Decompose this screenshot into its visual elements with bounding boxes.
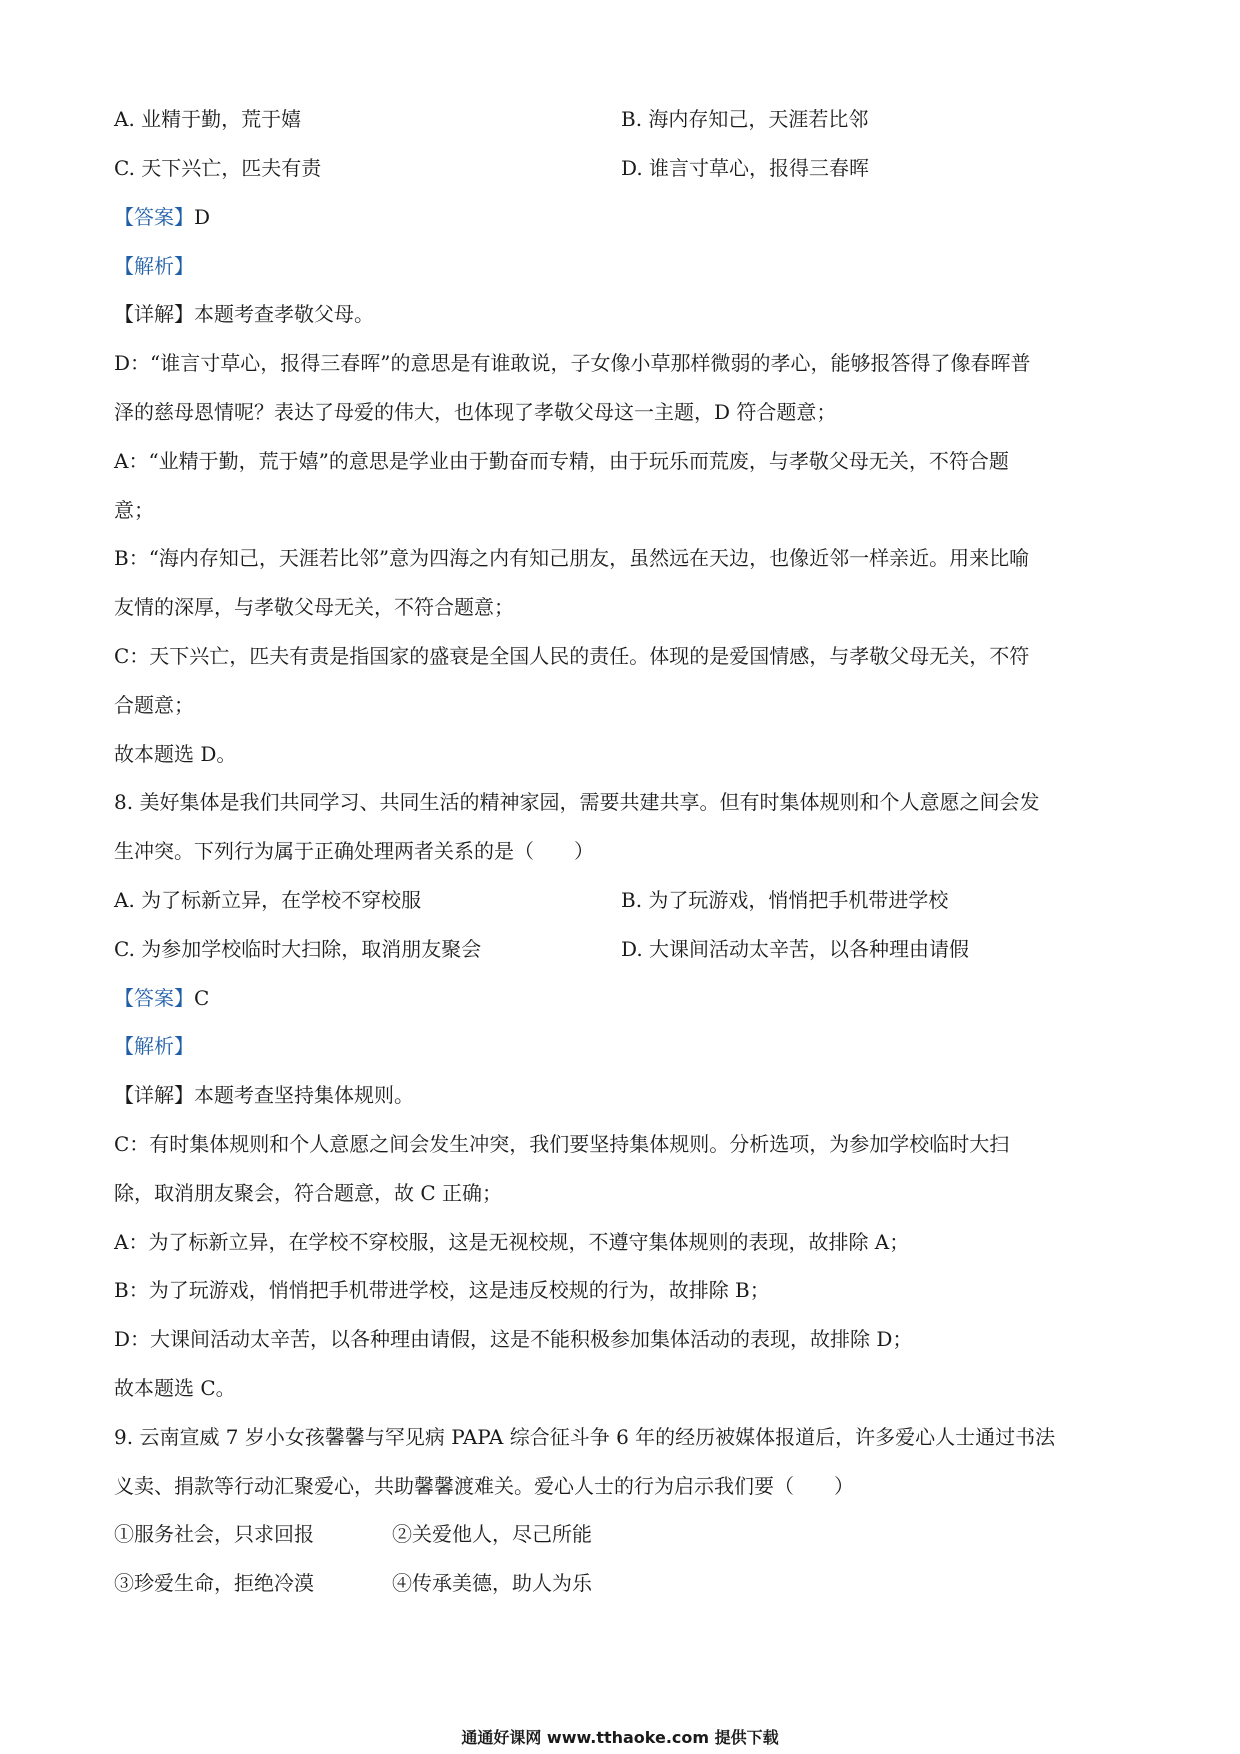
detail-label: 【详解】 (114, 1083, 194, 1107)
explanation-line: A：“业精于勤，荒于嬉”的意思是学业由于勤奋而专精，由于玩乐而荒废，与孝敬父母无关，不符合题 (114, 449, 1009, 473)
option-c: C. 天下兴亡，匹夫有责 (114, 156, 322, 180)
explanation-line: 意； (114, 498, 154, 522)
explanation-line: 除，取消朋友聚会，符合题意，故 C 正确； (114, 1181, 503, 1205)
explanation-line: D：“谁言寸草心，报得三春晖”的意思是有谁敢说，子女像小草那样微弱的孝心，能够报答得了像春晖普 (114, 351, 1031, 375)
answer-label: 【答案】 (114, 205, 194, 229)
question-stem-line: 生冲突。下列行为属于正确处理两者关系的是（ ） (114, 839, 594, 863)
question-stem-line: 8. 美好集体是我们共同学习、共同生活的精神家园，需要共建共享。但有时集体规则和个人意愿之间会发 (114, 790, 1040, 814)
explanation-line: C：有时集体规则和个人意愿之间会发生冲突，我们要坚持集体规则。分析选项，为参加学校临时大扫 (114, 1132, 1010, 1156)
explanation-line: 故本题选 D。 (114, 742, 237, 766)
detail-text: 本题考查坚持集体规则。 (194, 1083, 414, 1107)
analysis-label: 【解析】 (114, 1034, 194, 1058)
explanation-line: B：“海内存知己，天涯若比邻”意为四海之内有知己朋友，虽然远在天边，也像近邻一样亲近。用来比喻 (114, 546, 1030, 570)
option-d: D. 谁言寸草心，报得三春晖 (621, 156, 870, 180)
explanation-line: A：为了标新立异，在学校不穿校服，这是无视校规，不遵守集体规则的表现，故排除 A； (114, 1230, 910, 1254)
choice-1: ①服务社会，只求回报 (114, 1522, 314, 1546)
detail-row (114, 300, 1132, 328)
choice-2: ②关爱他人，尽己所能 (392, 1522, 592, 1546)
detail-row (114, 1081, 1132, 1109)
detail-text: 本题考查孝敬父母。 (194, 302, 374, 326)
option-a: A. 业精于勤，荒于嬉 (114, 107, 302, 131)
detail-label: 【详解】 (114, 302, 194, 326)
option-d: D. 大课间活动太辛苦，以各种理由请假 (621, 937, 970, 961)
question-stem-line: 义卖、捐款等行动汇聚爱心，共助馨馨渡难关。爱心人士的行为启示我们要（ ） (114, 1474, 854, 1498)
choice-3: ③珍爱生命，拒绝冷漠 (114, 1571, 314, 1595)
explanation-line: D：大课间活动太辛苦，以各种理由请假，这是不能积极参加集体活动的表现，故排除 D； (114, 1327, 913, 1351)
answer-row (114, 203, 1132, 231)
explanation-line: 故本题选 C。 (114, 1376, 236, 1400)
explanation-line: 友情的深厚，与孝敬父母无关，不符合题意； (114, 595, 514, 619)
answer-value: C (194, 986, 210, 1010)
question-stem-line: 9. 云南宣威 7 岁小女孩馨馨与罕见病 PAPA 综合征斗争 6 年的经历被媒体报道后，许多爱心人士通过书法 (114, 1425, 1056, 1449)
answer-value: D (194, 205, 211, 229)
explanation-line: B：为了玩游戏，悄悄把手机带进学校，这是违反校规的行为，故排除 B； (114, 1278, 770, 1302)
analysis-label: 【解析】 (114, 254, 194, 278)
option-b: B. 海内存知己，天涯若比邻 (621, 107, 869, 131)
explanation-line: C：天下兴亡，匹夫有责是指国家的盛衰是全国人民的责任。体现的是爱国情感，与孝敬父母无关，不符 (114, 644, 1030, 668)
footer-source: 通通好课网 www.tthaoke.com 提供下载 (461, 1728, 779, 1747)
answer-label: 【答案】 (114, 986, 194, 1010)
option-c: C. 为参加学校临时大扫除，取消朋友聚会 (114, 937, 482, 961)
option-a: A. 为了标新立异，在学校不穿校服 (114, 888, 422, 912)
answer-row (114, 984, 1132, 1012)
explanation-line: 泽的慈母恩情呢？表达了母爱的伟大，也体现了孝敬父母这一主题，D 符合题意； (114, 400, 837, 424)
option-b: B. 为了玩游戏，悄悄把手机带进学校 (621, 888, 949, 912)
explanation-line: 合题意； (114, 693, 194, 717)
choice-4: ④传承美德，助人为乐 (392, 1571, 592, 1595)
